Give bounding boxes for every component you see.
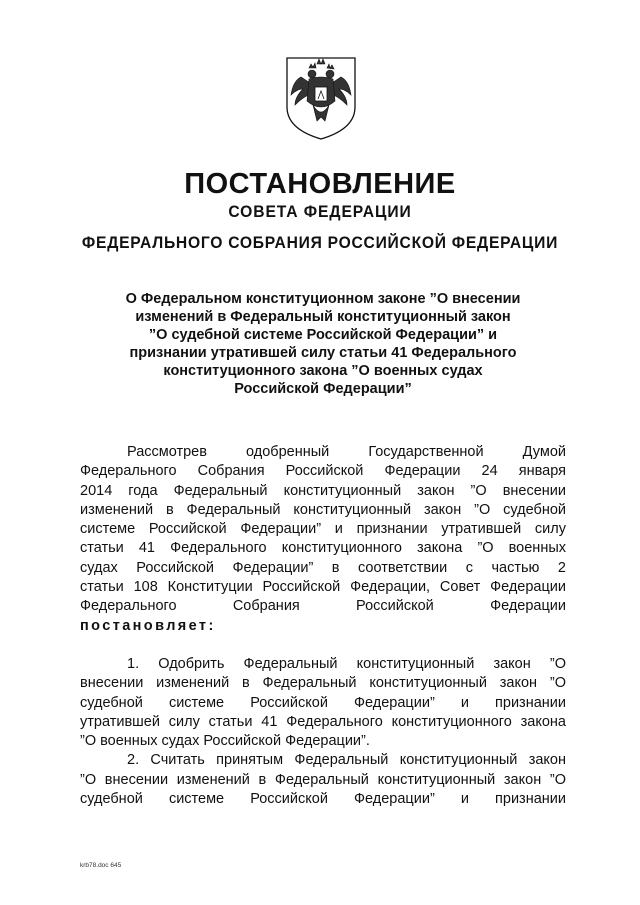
- item-line: ”О внесении изменений в Федеральный конституционный закон ”О: [80, 771, 566, 788]
- preamble-line: судах Российской Федерации” в соответствии с частью 2: [80, 559, 566, 576]
- subject-line: конституционного закона ”О военных судах: [163, 363, 483, 379]
- preamble-line: системе Российской Федерации” и признании утратившей силу: [80, 521, 566, 538]
- item-line: 1. Одобрить Федеральный конституционный закон ”О: [127, 656, 566, 672]
- preamble-line: изменений в Федеральный конституционный закон ”О судебной: [80, 501, 566, 518]
- preamble-line: Федерального Собрания Российской Федерации: [80, 598, 566, 615]
- item-line: внесении изменений в Федеральный конституционный закон ”О: [80, 675, 566, 692]
- preamble-line: статьи 41 Федерального конституционного закона ”О военных: [80, 540, 566, 557]
- subject-line: признании утратившей силу статьи 41 Федерального: [129, 345, 517, 361]
- resolves-keyword: постановляет:: [80, 617, 216, 634]
- file-code: krb78.doc 645: [80, 862, 122, 869]
- subject-line: изменений в Федеральный конституционный закон: [135, 309, 511, 325]
- item-line: судебной системе Российской Федерации” и признании: [80, 694, 566, 711]
- preamble-line: статьи 108 Конституции Российской Федерации, Совет Федерации: [80, 579, 566, 596]
- document-subject: [105, 290, 541, 398]
- issuer-line-2: ФЕДЕРАЛЬНОГО СОБРАНИЯ РОССИЙСКОЙ ФЕДЕРАЦИИ: [81, 233, 559, 252]
- item-line: ”О военных судах Российской Федерации”.: [80, 733, 370, 750]
- subject-line: Российской Федерации”: [234, 381, 412, 397]
- subject-line: О Федеральном конституционном законе ”О внесении: [125, 291, 521, 307]
- preamble-line: 2014 года Федеральный конституционный закон ”О внесении: [80, 482, 566, 499]
- item-line: утратившей силу статьи 41 Федерального конституционного закона: [80, 713, 566, 730]
- preamble-line: Федерального Собрания Российской Федерации 24 января: [80, 463, 566, 480]
- item-line: 2. Считать принятым Федеральный конституционный закон: [127, 752, 566, 769]
- document-title: ПОСТАНОВЛЕНИЕ: [184, 168, 456, 200]
- subject-line: ”О судебной системе Российской Федерации” и: [148, 327, 498, 343]
- preamble-line: Рассмотрев одобренный Государственной Думой: [127, 444, 566, 460]
- coat-of-arms-emblem-icon: [283, 55, 359, 141]
- item-line: судебной системе Российской Федерации” и признании: [80, 791, 566, 808]
- preamble-paragraph: [80, 443, 566, 636]
- issuer-line-1: СОВЕТА ФЕДЕРАЦИИ: [228, 202, 412, 221]
- resolution-items: [80, 655, 566, 809]
